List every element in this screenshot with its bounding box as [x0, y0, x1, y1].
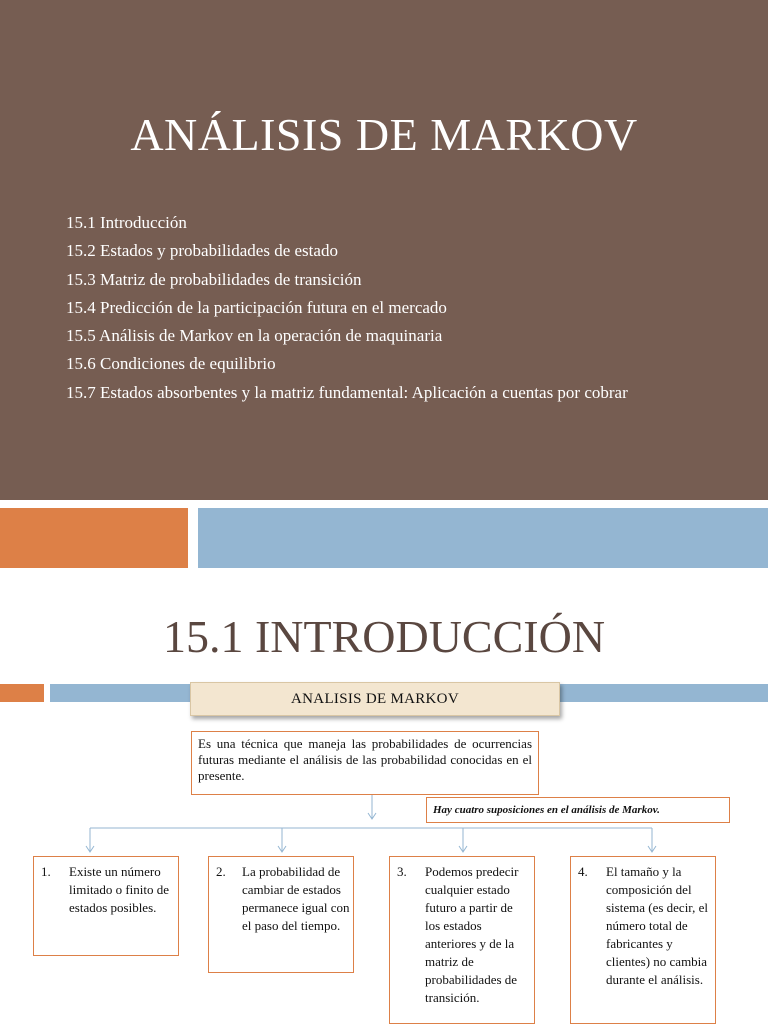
assumption-text: Existe un número limitado o finito de estados posibles.	[69, 864, 170, 915]
assumption-text: El tamaño y la composición del sistema (es decir, el número total de fabricantes y clientes) no cambia durante el análisis.	[606, 864, 708, 987]
arrow-head	[278, 846, 286, 852]
toc-item: 15.2 Estados y probabilidades de estado	[66, 241, 338, 261]
table-of-contents	[66, 209, 628, 407]
assumption-number: 4.	[578, 864, 588, 879]
arrow-head	[86, 846, 94, 852]
assumption-number: 2.	[216, 864, 226, 879]
assumption-text: Podemos predecir cualquier estado futuro a partir de los estados anteriores y de la matriz de probabilidades de transición.	[425, 864, 519, 1005]
assumption-box-2	[208, 856, 354, 973]
assumption-number: 3.	[397, 864, 407, 879]
toc-item: 15.4 Predicción de la participación futura en el mercado	[66, 297, 447, 317]
section-title: 15.1 INTRODUCCIÓN	[162, 611, 606, 662]
assumption-text: La probabilidad de cambiar de estados permanece igual con el paso del tiempo.	[242, 864, 350, 933]
decorative-band-orange	[0, 508, 188, 568]
assumption-box-4	[570, 856, 716, 1024]
decorative-band-orange-small	[0, 684, 44, 702]
assumption-box-1	[33, 856, 179, 956]
arrow-head	[648, 846, 656, 852]
diagram-header: ANALISIS DE MARKOV	[190, 682, 560, 716]
toc-item: 15.6 Condiciones de equilibrio	[66, 354, 276, 374]
assumption-number: 1.	[41, 864, 51, 879]
assumptions-note: Hay cuatro suposiciones en el análisis de Markov.	[426, 797, 730, 823]
decorative-band-blue	[198, 508, 768, 568]
title-slide	[0, 0, 768, 500]
arrow-head	[368, 813, 376, 819]
arrow-head	[459, 846, 467, 852]
toc-item: 15.7 Estados absorbentes y la matriz fundamental: Aplicación a cuentas por cobrar	[66, 382, 628, 402]
toc-item: 15.1 Introducción	[66, 213, 187, 232]
toc-item: 15.3 Matriz de probabilidades de transición	[66, 269, 362, 289]
definition-box: Es una técnica que maneja las probabilidades de ocurrencias futuras mediante el análisis de las probabilidad conocidas en el presente.	[191, 731, 539, 795]
assumption-box-3	[389, 856, 535, 1024]
slide-title: ANÁLISIS DE MARKOV	[130, 109, 638, 160]
toc-item: 15.5 Análisis de Markov en la operación de maquinaria	[66, 326, 443, 346]
